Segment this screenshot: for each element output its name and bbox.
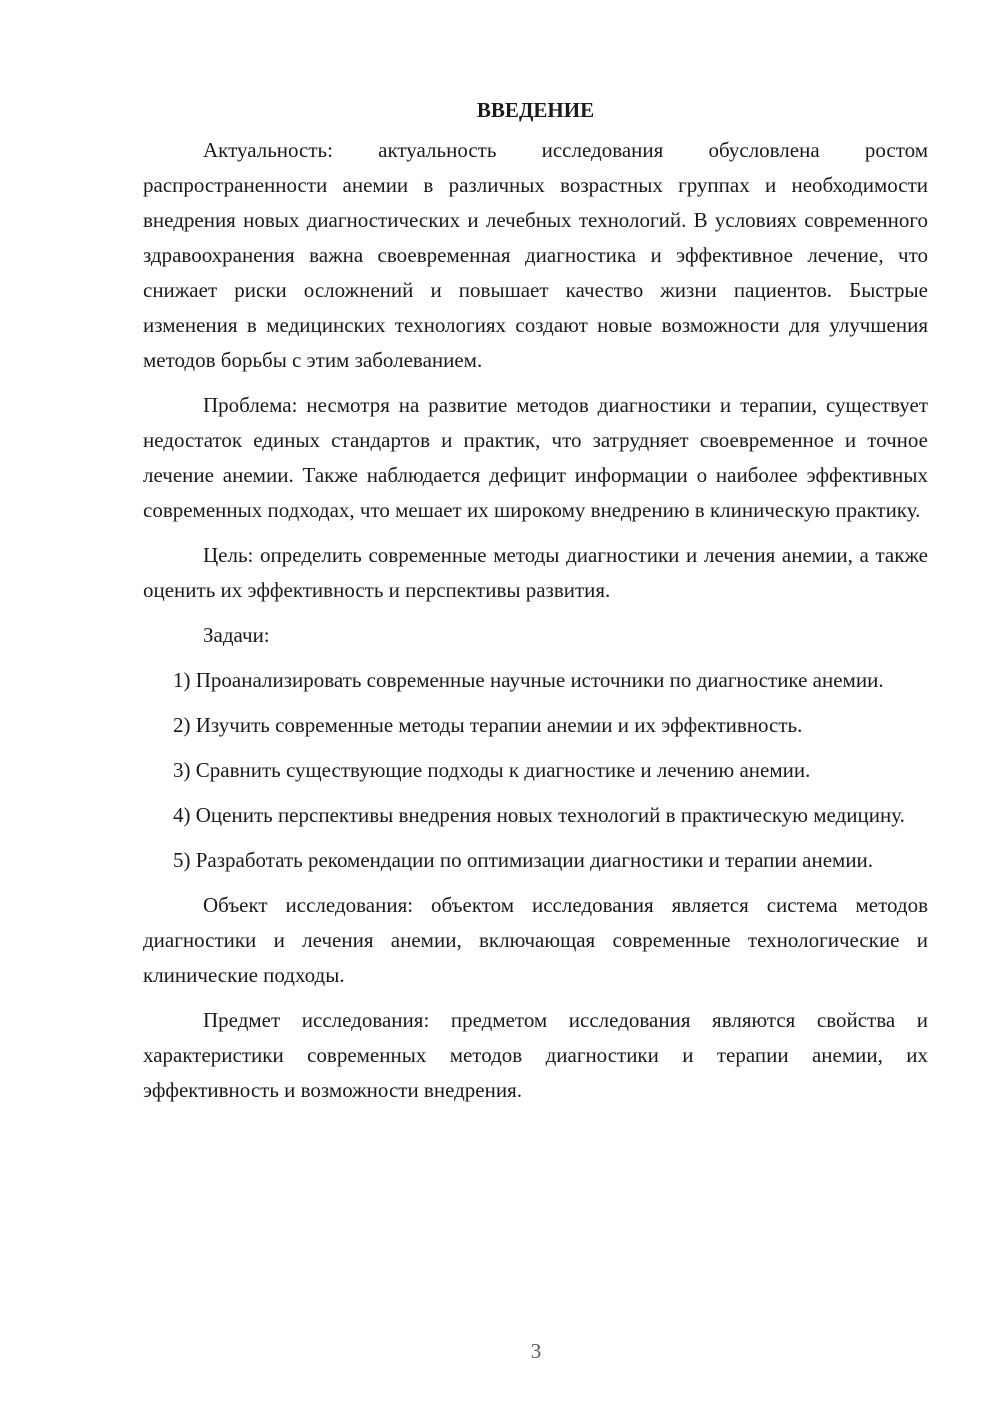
task-item-3: 3) Сравнить существующие подходы к диагностике и лечению анемии.: [173, 758, 811, 782]
task-item-5: 5) Разработать рекомендации по оптимизации диагностики и терапии анемии.: [173, 848, 874, 872]
paragraph-relevance: Актуальность: актуальность исследования обусловлена ростом распространенности анемии в различных возрастных группах и необходимости внедрения новых диагностических и лечебных технологий. В условиях современного здравоохранения важна своевременная диагностика и эффективное лечение, что снижает риски осложнений и повышает качество жизни пациентов. Быстрые изменения в медицинских технологиях создают новые возможности для улучшения методов борьбы с этим заболеванием.: [143, 138, 928, 372]
paragraph-object: Объект исследования: объектом исследования является система методов диагностики и лечения анемии, включающая современные технологические и клинические подходы.: [143, 893, 928, 987]
page-title: ВВЕДЕНИЕ: [476, 98, 595, 122]
document-page: [143, 93, 928, 1118]
paragraph-problem: Проблема: несмотря на развитие методов диагностики и терапии, существует недостаток единых стандартов и практик, что затрудняет своевременное и точное лечение анемии. Также наблюдается дефицит информации о наиболее эффективных современных подходах, что мешает их широкому внедрению в клиническую практику.: [143, 393, 928, 522]
task-item-2: 2) Изучить современные методы терапии анемии и их эффективность.: [173, 713, 803, 737]
tasks-heading: Задачи:: [203, 623, 270, 647]
paragraph-goal: Цель: определить современные методы диагностики и лечения анемии, а также оценить их эффективность и перспективы развития.: [143, 543, 928, 602]
paragraph-subject: Предмет исследования: предметом исследования являются свойства и характеристики современных методов диагностики и терапии анемии, их эффективность и возможности внедрения.: [143, 1008, 928, 1102]
task-item-4: 4) Оценить перспективы внедрения новых технологий в практическую медицину.: [173, 803, 905, 827]
page-number: 3: [530, 1339, 542, 1363]
task-item-1: 1) Проанализировать современные научные источники по диагностике анемии.: [173, 668, 884, 692]
